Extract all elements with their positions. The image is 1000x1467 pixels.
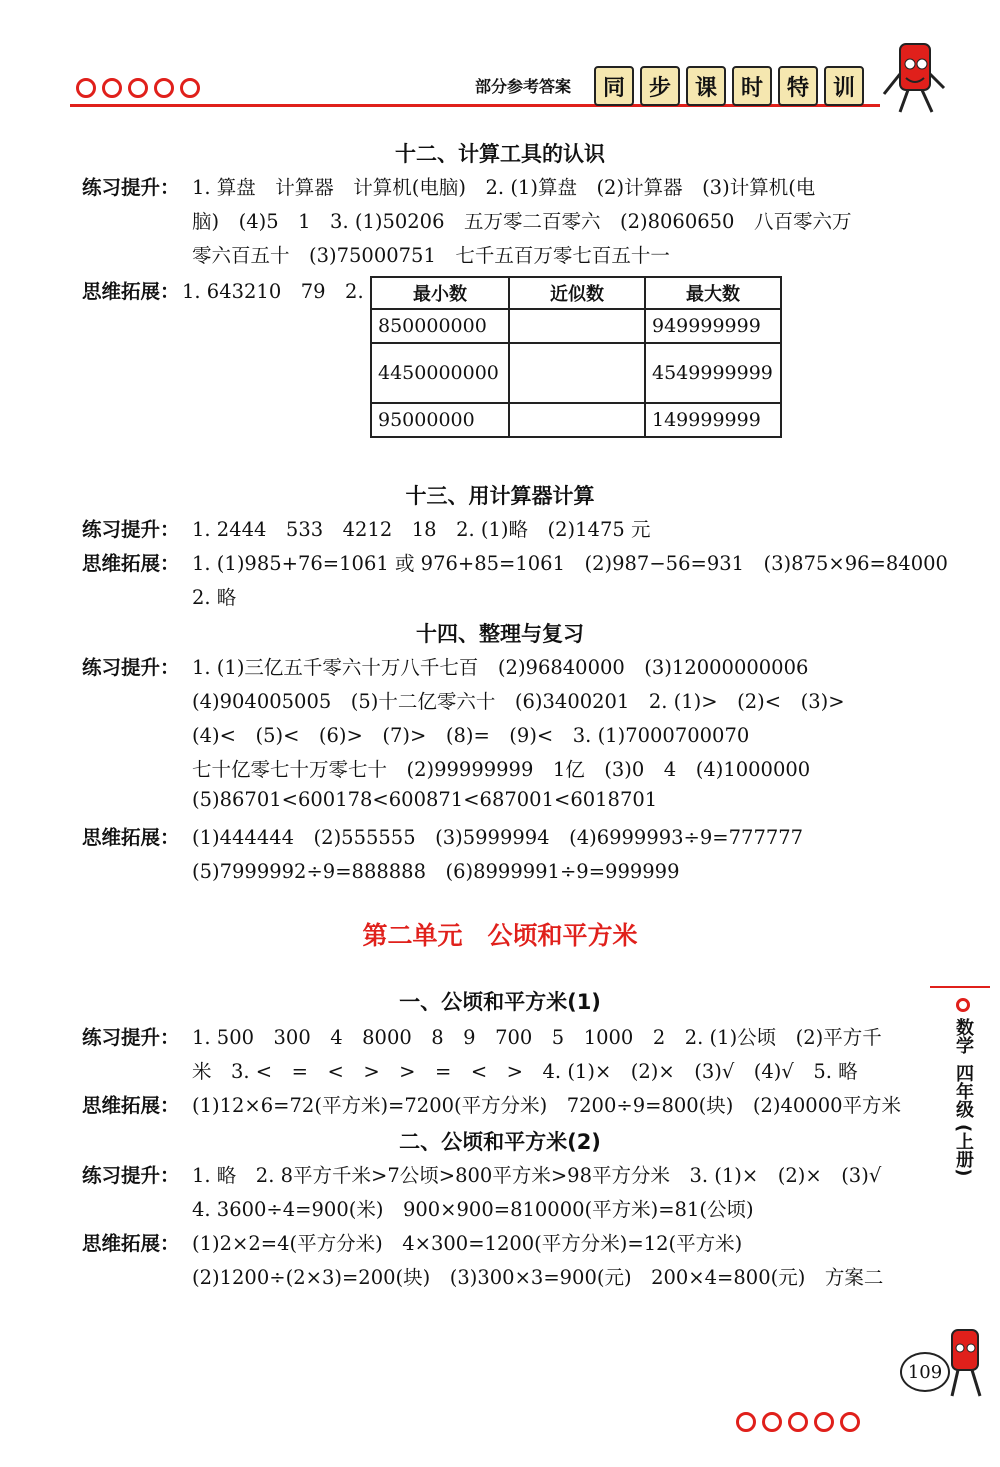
answer-line: (1)444444 (2)555555 (3)5999994 (4)6999993÷9=777777 <box>192 826 804 849</box>
table-cell: 4450000000 <box>371 343 509 403</box>
decor-dot <box>128 78 148 98</box>
answer-table <box>370 276 782 438</box>
answer-line: 2. 略 <box>192 586 237 609</box>
table-header-row <box>371 277 781 309</box>
side-dot <box>956 998 970 1012</box>
decor-dot <box>840 1412 860 1432</box>
thinking-label: 思维拓展： <box>82 826 180 849</box>
answer-line: (2)1200÷(2×3)=200(块) (3)300×3=900(元) 200×4=800(元) 方案二 <box>192 1266 884 1289</box>
section-heading: 二、公顷和平方米(2) <box>399 1130 601 1154</box>
table-cell <box>509 343 645 403</box>
section-heading: 十二、计算工具的认识 <box>395 142 605 166</box>
practice-label: 练习提升： <box>82 656 180 679</box>
answer-line: (5)86701<600178<600871<687001<6018701 <box>192 788 658 811</box>
unit-title: 第二单元 公顷和平方米 <box>362 921 638 950</box>
volume-label: (上册) <box>953 1124 974 1177</box>
table-cell: 149999999 <box>645 403 781 437</box>
answer-line: (4)904005005 (5)十二亿零六十 (6)3400201 2. (1)> (2)< (3)> <box>192 690 845 713</box>
decor-dot <box>736 1412 756 1432</box>
column-header: 近似数 <box>509 277 645 309</box>
pencil-mascot-icon <box>880 38 950 116</box>
answer-line: 零六百五十 (3)75000751 七千五百万零七百五十一 <box>192 244 670 267</box>
section-heading: 十四、整理与复习 <box>416 622 584 646</box>
table-cell <box>509 309 645 343</box>
title-char: 同 <box>594 66 634 106</box>
page-number: 109 <box>900 1352 950 1392</box>
header-title <box>594 66 864 106</box>
thinking-label: 思维拓展： <box>82 1232 180 1255</box>
decor-dot <box>154 78 174 98</box>
answer-line: 4. 3600÷4=900(米) 900×900=810000(平方米)=81(公顷) <box>192 1198 754 1221</box>
section-heading: 十三、用计算器计算 <box>405 484 595 508</box>
column-header: 最大数 <box>645 277 781 309</box>
answer-line: (5)7999992÷9=888888 (6)8999991÷9=999999 <box>192 860 680 883</box>
answer-line: 1. (1)985+76=1061 或 976+85=1061 (2)987−56=931 (3)875×96=84000 <box>192 552 948 575</box>
table-row <box>371 309 781 343</box>
answer-line: (1)12×6=72(平方米)=7200(平方分米) 7200÷9=800(块) (2)40000平方米 <box>192 1094 902 1117</box>
table-row <box>371 343 781 403</box>
title-char: 时 <box>732 66 772 106</box>
pencil-mascot-icon <box>940 1322 990 1402</box>
footer-dots <box>736 1412 860 1432</box>
table-row <box>371 403 781 437</box>
practice-label: 练习提升： <box>82 1026 180 1049</box>
answer-line: 米 3. < = < > > = < > 4. (1)× (2)× (3)√ (4)√ 5. 略 <box>192 1060 858 1083</box>
decor-dot <box>102 78 122 98</box>
answer-line: (1)2×2=4(平方分米) 4×300=1200(平方分米)=12(平方米) <box>192 1232 743 1255</box>
decor-dot <box>762 1412 782 1432</box>
answer-line: (4)< (5)< (6)> (7)> (8)= (9)< 3. (1)7000700070 <box>192 724 750 747</box>
thinking-label: 思维拓展： <box>82 552 180 575</box>
practice-label: 练习提升： <box>82 518 180 541</box>
practice-label: 练习提升： <box>82 1164 180 1187</box>
grade-label: 四年级 <box>953 1064 974 1118</box>
answer-line: 1. (1)三亿五千零六十万八千七百 (2)96840000 (3)12000000006 <box>192 656 809 679</box>
answer-line: 1. 2444 533 4212 18 2. (1)略 (2)1475 元 <box>192 518 651 541</box>
decor-dot <box>180 78 200 98</box>
side-tab-rule <box>930 986 990 988</box>
thinking-label: 思维拓展： <box>82 280 180 303</box>
table-cell <box>509 403 645 437</box>
answer-line: 1. 500 300 4 8000 8 9 700 5 1000 2 2. (1)公顷 (2)平方千 <box>192 1026 882 1049</box>
decor-dot <box>788 1412 808 1432</box>
table-cell: 4549999999 <box>645 343 781 403</box>
answer-line: 脑) (4)5 1 3. (1)50206 五万零二百零六 (2)8060650 八百零六万 <box>192 210 852 233</box>
answer-line: 1. 略 2. 8平方千米>7公顷>800平方米>98平方分米 3. (1)× (2)× (3)√ <box>192 1164 882 1187</box>
answer-line: 1. 643210 79 2. <box>182 280 364 303</box>
title-char: 课 <box>686 66 726 106</box>
thinking-label: 思维拓展： <box>82 1094 180 1117</box>
title-char: 特 <box>778 66 818 106</box>
answer-line: 1. 算盘 计算器 计算机(电脑) 2. (1)算盘 (2)计算器 (3)计算机(电 <box>192 176 816 199</box>
table-cell: 95000000 <box>371 403 509 437</box>
answer-line: 七十亿零七十万零七十 (2)99999999 1亿 (3)0 4 (4)1000000 <box>192 758 811 781</box>
table-cell: 949999999 <box>645 309 781 343</box>
decor-dot <box>76 78 96 98</box>
subject-label: 数学 <box>953 1018 974 1054</box>
table-cell: 850000000 <box>371 309 509 343</box>
decor-dot <box>814 1412 834 1432</box>
side-tab <box>938 998 988 1176</box>
title-char: 训 <box>824 66 864 106</box>
section-heading: 一、公顷和平方米(1) <box>399 990 601 1014</box>
header-subtitle: 部分参考答案 <box>475 77 572 96</box>
title-char: 步 <box>640 66 680 106</box>
header-dots <box>76 78 200 98</box>
practice-label: 练习提升： <box>82 176 180 199</box>
column-header: 最小数 <box>371 277 509 309</box>
